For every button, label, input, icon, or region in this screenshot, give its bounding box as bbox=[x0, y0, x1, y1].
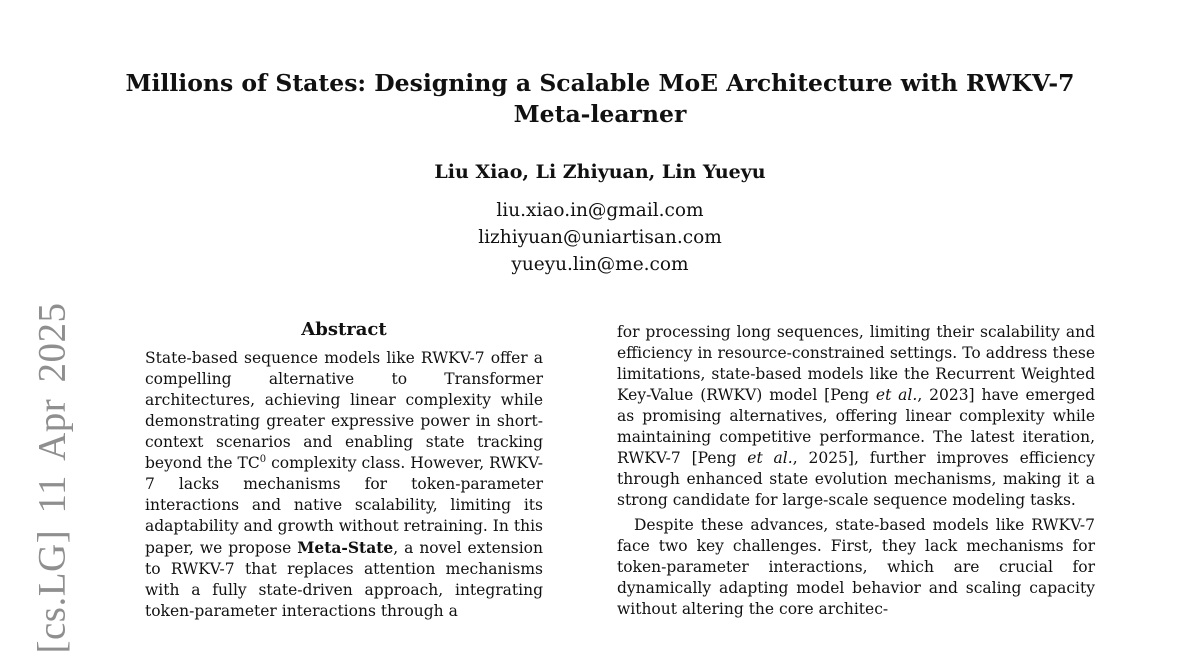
abstract-text-part-2: complexity class. However, RWKV-7 lacks mechanisms for token-parameter interactions and native scalability, limiting its adaptability and growth without retraining. In this paper, we propose bbox=[145, 454, 543, 557]
right-column bbox=[617, 322, 1095, 620]
abstract-text bbox=[145, 348, 543, 622]
author-list: Liu Xiao, Li Zhiyuan, Lin Yueyu bbox=[434, 161, 766, 183]
email-1: liu.xiao.in@gmail.com bbox=[496, 200, 704, 221]
et-al-citation-2: et al. bbox=[747, 449, 793, 467]
title-line-2: Meta-learner bbox=[513, 100, 687, 128]
intro-paragraph-2: Despite these advances, state-based models like RWKV-7 face two key challenges. First, they lack mechanisms for token-parameter interactions, which are crucial for dynamically adapting model behavior and scaling capacity without altering the core architec- bbox=[617, 516, 1095, 618]
abstract-heading: Abstract bbox=[301, 319, 387, 340]
intro-p1-segment-b: , 2023] have emerged as promising alternatives, offering linear complexity while maintaining competitive performance. The latest iteration, RWKV-7 [Peng bbox=[617, 386, 1095, 467]
abstract-text-part-1: State-based sequence models like RWKV-7 offer a compelling alternative to Transformer architectures, achieving linear complexity while demonstrating greater expressive power in short-context scenarios and enabling state tracking beyond the TC bbox=[145, 349, 543, 472]
intro-paragraph-1 bbox=[617, 322, 1095, 511]
abstract-text-part-3: , a novel extension to RWKV-7 that replaces attention mechanisms with a fully state-driven approach, integrating token-parameter interactions through a bbox=[145, 539, 543, 620]
email-2: lizhiyuan@uniartisan.com bbox=[478, 227, 722, 248]
et-al-citation-1: et al. bbox=[875, 386, 918, 404]
title-line-1: Millions of States: Designing a Scalable MoE Architecture with RWKV-7 bbox=[125, 69, 1075, 97]
email-3: yueyu.lin@me.com bbox=[511, 254, 689, 275]
paper-title bbox=[100, 68, 1100, 130]
meta-state-term: Meta-State bbox=[297, 538, 394, 557]
author-emails bbox=[100, 197, 1100, 278]
left-column bbox=[145, 318, 543, 622]
tc-superscript: 0 bbox=[259, 453, 267, 465]
intro-p1-segment-c: , 2025], further improves efficiency through enhanced state evolution mechanisms, making it a strong candidate for large-scale sequence modeling tasks. bbox=[617, 449, 1095, 509]
intro-p1-segment-a: for processing long sequences, limiting their scalability and efficiency in resource-constrained settings. To address these limitations, state-based models like the Recurrent Weighted Key-Value (RWKV) model [Peng bbox=[617, 323, 1095, 404]
arxiv-identifier-stamp: [cs.LG] 11 Apr 2025 bbox=[30, 302, 74, 654]
